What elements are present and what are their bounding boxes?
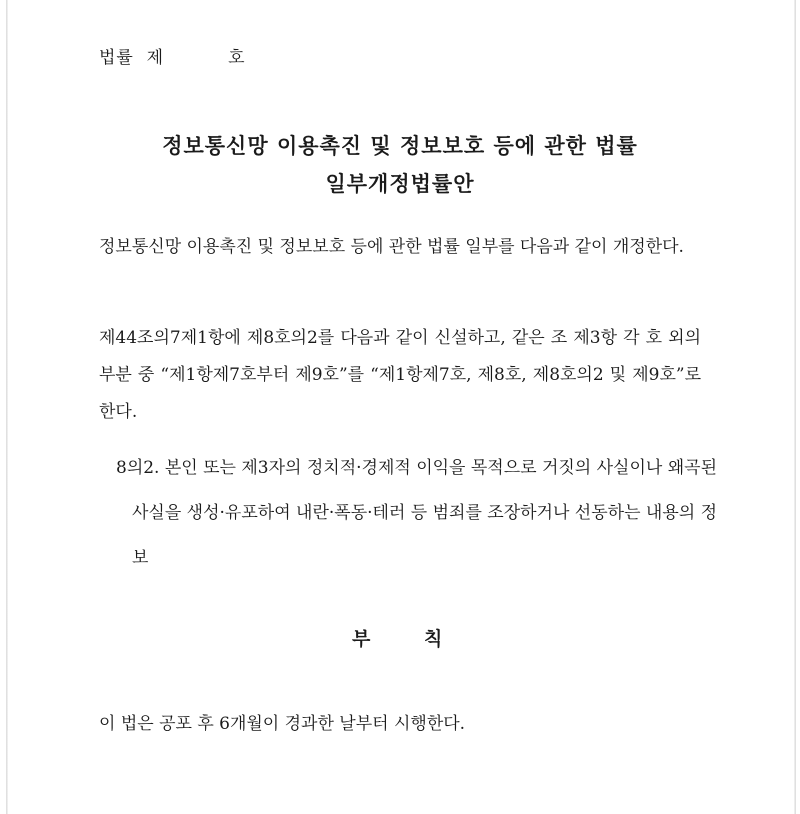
- bill-number-label: 법률 제 호: [99, 48, 246, 68]
- intro-paragraph: 정보통신망 이용촉진 및 정보보호 등에 관한 법률 일부를 다음과 같이 개정한다.: [99, 237, 684, 257]
- bill-title: 정보통신망 이용촉진 및 정보보호 등에 관한 법률: [162, 134, 638, 158]
- page-left-edge: [6, 0, 8, 814]
- bill-subtitle: 일부개정법률안: [325, 172, 475, 196]
- amendment-paragraph: 제44조의7제1항에 제8호의2를 다음과 같이 신설하고, 같은 조 제3항 각 호 외의 부분 중 “제1항제7호부터 제9호”를 “제1항제7호, 제8호, 제8호의2 및 제9호”로 한다.: [99, 328, 701, 422]
- supplementary-provisions-text: 이 법은 공포 후 6개월이 경과한 날부터 시행한다.: [99, 714, 466, 734]
- page-right-edge: [794, 0, 796, 814]
- new-item-paragraph: 8의2. 본인 또는 제3자의 정치적·경제적 이익을 목적으로 거짓의 사실이나 왜곡된 사실을 생성·유포하여 내란·폭동·테러 등 범죄를 조장하거나 선동하는 내용의 정보: [116, 458, 717, 568]
- supplementary-provisions-heading: 부 칙: [352, 628, 445, 650]
